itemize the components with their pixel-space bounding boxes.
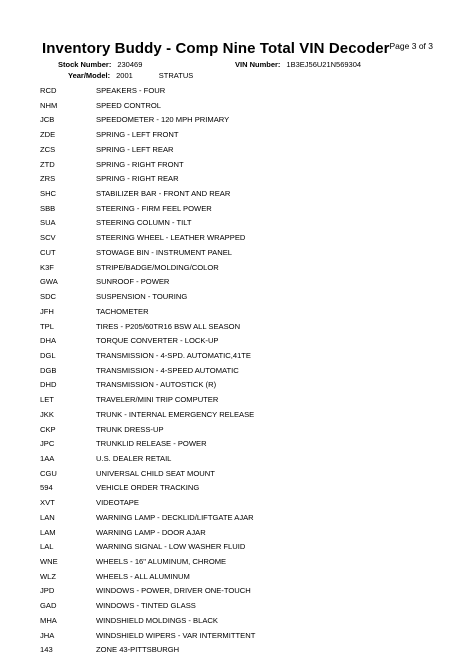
page-title: Inventory Buddy - Comp Nine Total VIN Decoder [42, 40, 390, 57]
option-code: GWA [40, 277, 58, 287]
option-code: K3F [40, 262, 54, 272]
option-description: STEERING WHEEL - LEATHER WRAPPED [96, 233, 246, 243]
option-code: MHA [40, 615, 57, 625]
option-code: 143 [40, 645, 53, 655]
option-code: CUT [40, 247, 56, 257]
option-code: LAM [40, 527, 56, 537]
option-description: STEERING COLUMN - TILT [96, 218, 192, 228]
option-code: SBB [40, 203, 56, 213]
option-description: TACHOMETER [96, 306, 149, 316]
vin-number-value: 1B3EJ56U21N569304 [286, 60, 362, 69]
option-code: ZTD [40, 159, 55, 169]
option-description: WHEELS - ALL ALUMINUM [96, 571, 190, 581]
option-description: SPEAKERS - FOUR [96, 86, 166, 95]
stock-number-value: 230469 [117, 60, 143, 69]
option-code: DGL [40, 350, 56, 360]
option-description: WARNING LAMP - DECKLID/LIFTGATE AJAR [96, 512, 254, 522]
option-description: STRIPE/BADGE/MOLDING/COLOR [96, 262, 219, 272]
option-description: STEERING - FIRM FEEL POWER [96, 203, 212, 213]
vin-number-label: VIN Number: [235, 60, 281, 69]
option-description: TIRES - P205/60TR16 BSW ALL SEASON [96, 321, 241, 331]
option-code: CKP [40, 424, 56, 434]
option-description: WINDSHIELD MOLDINGS - BLACK [96, 615, 218, 625]
option-code: ZCS [40, 144, 56, 154]
option-code: RCD [40, 86, 57, 95]
option-code: LAL [40, 542, 54, 552]
option-description: TRANSMISSION - AUTOSTICK (R) [96, 380, 217, 390]
option-description: UNIVERSAL CHILD SEAT MOUNT [96, 468, 215, 478]
stock-number-label: Stock Number: [58, 60, 112, 69]
option-description: STOWAGE BIN - INSTRUMENT PANEL [96, 247, 233, 257]
option-description: VIDEOTAPE [96, 498, 139, 508]
option-description: U.S. DEALER RETAIL [96, 453, 172, 463]
option-code: 1AA [40, 453, 55, 463]
option-code: DHA [40, 336, 57, 346]
option-description: STABILIZER BAR - FRONT AND REAR [96, 189, 231, 199]
year-model-label: Year/Model: [68, 71, 111, 80]
option-code: ZDE [40, 130, 56, 140]
option-code: XVT [40, 498, 55, 508]
option-description: TRUNKLID RELEASE - POWER [96, 439, 207, 449]
option-code: TPL [40, 321, 54, 331]
option-code: JKK [40, 409, 54, 419]
option-code: DGB [40, 365, 57, 375]
option-description: TRUNK - INTERNAL EMERGENCY RELEASE [96, 409, 255, 419]
year-model [68, 71, 193, 80]
option-description: SUNROOF - POWER [96, 277, 170, 287]
option-code: SHC [40, 189, 57, 199]
option-description: SPEED CONTROL [96, 100, 161, 110]
option-code: JCB [40, 115, 55, 125]
stock-number [58, 60, 142, 69]
option-code: 594 [40, 483, 53, 493]
option-code: SDC [40, 292, 57, 302]
vin-number [235, 60, 361, 69]
year-value: 2001 [116, 71, 133, 80]
option-description: TRANSMISSION - 4-SPEED AUTOMATIC [96, 365, 239, 375]
option-description: SPRING - LEFT REAR [96, 144, 174, 154]
option-description: WINDSHIELD WIPERS - VAR INTERMITTENT [96, 630, 256, 640]
option-description: WHEELS - 16" ALUMINUM, CHROME [96, 557, 227, 566]
option-description: TRAVELER/MINI TRIP COMPUTER [96, 395, 219, 405]
option-code: WNE [40, 557, 58, 566]
option-description: WINDOWS - POWER, DRIVER ONE-TOUCH [96, 586, 251, 596]
option-description: TRANSMISSION - 4-SPD. AUTOMATIC,41TE [96, 350, 251, 360]
option-description: ZONE 43-PITTSBURGH [96, 645, 180, 655]
option-code: ZRS [40, 174, 56, 184]
option-code: CGU [40, 468, 57, 478]
option-code: JHA [40, 630, 55, 640]
option-description: TORQUE CONVERTER - LOCK-UP [96, 336, 219, 346]
option-code: LAN [40, 512, 55, 522]
option-description: SPRING - RIGHT REAR [96, 174, 179, 184]
option-description: WINDOWS - TINTED GLASS [96, 601, 196, 611]
option-description: SPEEDOMETER - 120 MPH PRIMARY [96, 115, 230, 125]
option-code: GAD [40, 601, 57, 611]
option-code: SUA [40, 218, 56, 228]
option-description: WARNING LAMP - DOOR AJAR [96, 527, 206, 537]
option-code: LET [40, 395, 54, 405]
page-number: Page 3 of 3 [389, 41, 433, 51]
option-code: DHD [40, 380, 57, 390]
option-description: VEHICLE ORDER TRACKING [96, 483, 200, 493]
option-code: JFH [40, 306, 54, 316]
option-code: WLZ [40, 571, 57, 581]
option-description: SPRING - LEFT FRONT [96, 130, 179, 140]
option-code: JPC [40, 439, 55, 449]
option-description: SUSPENSION - TOURING [96, 292, 188, 302]
option-description: WARNING SIGNAL - LOW WASHER FLUID [96, 542, 246, 552]
option-code: JPD [40, 586, 55, 596]
option-description: SPRING - RIGHT FRONT [96, 159, 184, 169]
model-value: STRATUS [158, 71, 194, 80]
option-code: NHM [40, 100, 58, 110]
option-code: SCV [40, 233, 56, 243]
option-description: TRUNK DRESS-UP [96, 424, 164, 434]
